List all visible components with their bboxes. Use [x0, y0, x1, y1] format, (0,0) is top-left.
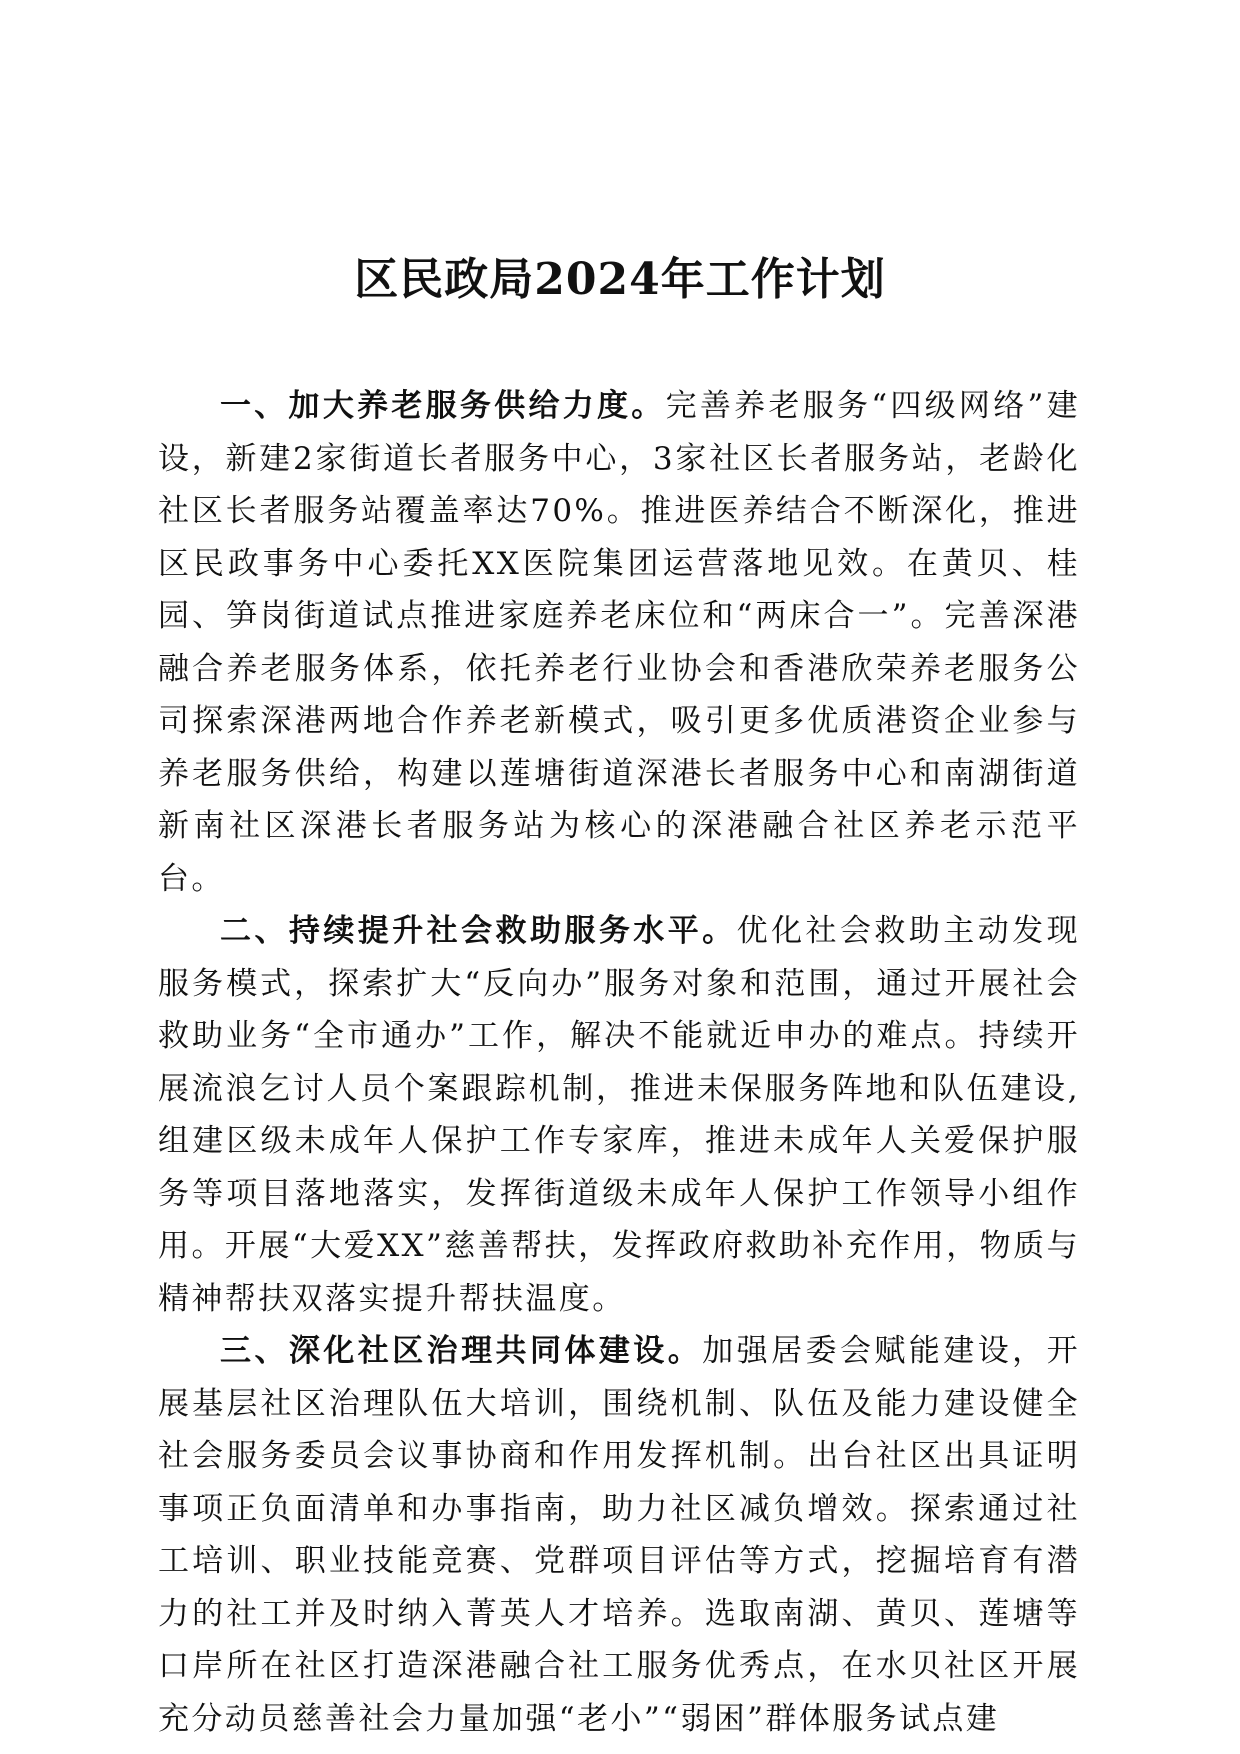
- paragraph-elderly-care: [158, 380, 1080, 905]
- paragraph-text: 加强居委会赋能建设，开展基层社区治理队伍大培训，围绕机制、队伍及能力建设健全社会服务委员会议事协商和作用发挥机制。出台社区出具证明事项正负面清单和办事指南，助力社区减负增效。探索通过社工培训、职业技能竞赛、党群项目评估等方式，挖掘培育有潜力的社工并及时纳入菁英人才培养。选取南湖、黄贝、莲塘等口岸所在社区打造深港融合社工服务优秀点，在水贝社区开展充分动员慈善社会力量加强“老小”“弱困”群体服务试点建: [158, 1333, 1080, 1737]
- paragraph-text: 优化社会救助主动发现服务模式，探索扩大“反向办”服务对象和范围，通过开展社会救助业务“全市通办”工作，解决不能就近申办的难点。持续开展流浪乞讨人员个案跟踪机制，推进未保服务阵地和队伍建设,组建区级未成年人保护工作专家库，推进未成年人关爱保护服务等项目落地落实，发挥街道级未成年人保护工作领导小组作用。开展“大爱XX”慈善帮扶，发挥政府救助补充作用，物质与精神帮扶双落实提升帮扶温度。: [158, 913, 1080, 1317]
- paragraph-heading: 一、加大养老服务供给力度。: [220, 388, 666, 424]
- paragraph-heading: 二、持续提升社会救助服务水平。: [220, 913, 737, 949]
- paragraph-heading: 三、深化社区治理共同体建设。: [220, 1333, 703, 1369]
- paragraph-community-governance: [158, 1325, 1080, 1745]
- paragraph-text: 完善养老服务“四级网络”建设，新建2家街道长者服务中心，3家社区长者服务站，老龄化社区长者服务站覆盖率达70%。推进医养结合不断深化，推进区民政事务中心委托XX医院集团运营落地见效。在黄贝、桂园、笋岗街道试点推进家庭养老床位和“两床合一”。完善深港融合养老服务体系，依托养老行业协会和香港欣荣养老服务公司探索深港两地合作养老新模式，吸引更多优质港资企业参与养老服务供给，构建以莲塘街道深港长者服务中心和南湖街道新南社区深港长者服务站为核心的深港融合社区养老示范平台。: [158, 388, 1080, 897]
- document-title: 区民政局2024年工作计划: [354, 254, 886, 305]
- document-body: [158, 380, 1080, 1745]
- paragraph-social-assistance: [158, 905, 1080, 1325]
